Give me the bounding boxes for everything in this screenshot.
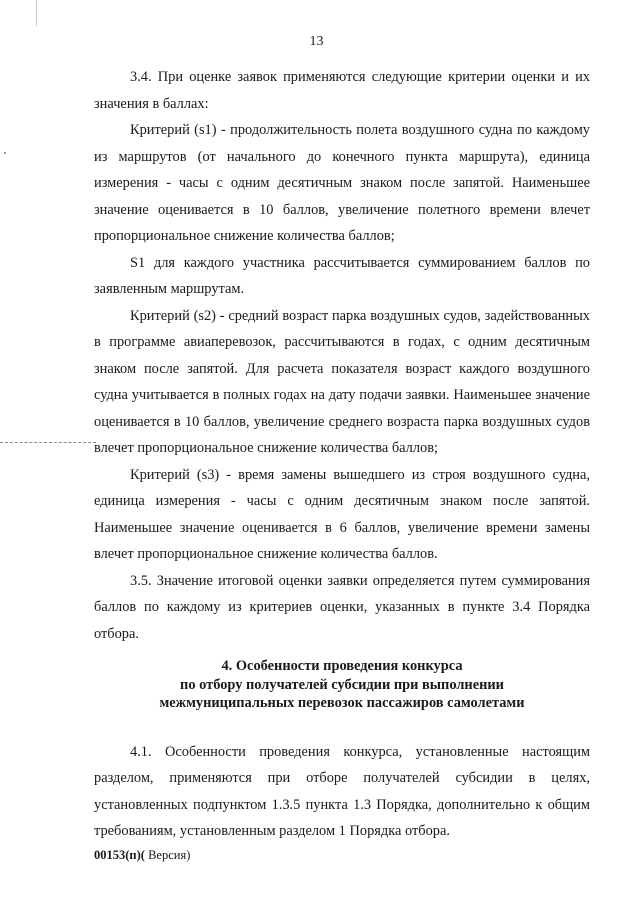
paragraph-criterion-s1: Критерий (s1) - продолжительность полета воздушного судна по каждому из маршрутов (от начального до конечного пункта маршрута), единица измерения - часы с одним десятичным знаком после запятой. Наименьшее значение оценивается в 10 баллов, увеличение полетного времени влечет пропорциональное снижение количества баллов; <box>94 122 590 244</box>
paragraph-criterion-s2: Критерий (s2) - средний возраст парка воздушных судов, задействованных в программе авиаперевозок, рассчитываются в годах, с одним десятичным знаком после запятой. Для расчета показателя возраст каждого воздушного судна учитывается в полных годах на дату подачи заявки. Наименьшее значение оценивается в 10 баллов, увеличение среднего возраста парка воздушных судов влечет пропорциональное снижение количества баллов; <box>94 307 590 456</box>
document-body <box>94 64 590 845</box>
document-footer <box>94 848 190 863</box>
heading-line-3: межмуниципальных перевозок пассажиров самолетами <box>159 695 525 711</box>
paragraph-3-4: 3.4. При оценке заявок применяются следующие критерии оценки и их значения в баллах: <box>94 69 590 112</box>
paragraph-3-5: 3.5. Значение итоговой оценки заявки определяется путем суммирования баллов по каждому из критериев оценки, указанных в пункте 3.4 Порядка отбора. <box>94 572 590 642</box>
page-number: 13 <box>309 34 324 49</box>
scan-edge-mark <box>36 0 37 26</box>
section-4-heading <box>94 657 590 713</box>
document-code: 00153(п)( <box>94 848 145 862</box>
heading-line-2: по отбору получателей субсидии при выполнении <box>180 676 504 693</box>
paragraph-criterion-s3: Критерий (s3) - время замены вышедшего из строя воздушного судна, единица измерения - часы с одним десятичным знаком после запятой. Наименьшее значение оценивается в 6 баллов, увеличение времени замены влечет пропорциональное снижение количества баллов. <box>94 466 590 562</box>
margin-dashed-line <box>0 442 96 443</box>
paragraph-4-1: 4.1. Особенности проведения конкурса, установленные настоящим разделом, применяются при отборе получателей субсидии в целях, установленных подпунктом 1.3.5 пункта 1.3 Порядка, дополнительно к общим требованиям, установленным разделом 1 Порядка отбора. <box>94 743 590 839</box>
paragraph-s1-sum: S1 для каждого участника рассчитывается суммированием баллов по заявленным маршрутам. <box>94 254 590 297</box>
document-version: Версия) <box>144 848 191 862</box>
heading-line-1: 4. Особенности проведения конкурса <box>221 658 463 674</box>
scan-speck <box>4 152 6 154</box>
